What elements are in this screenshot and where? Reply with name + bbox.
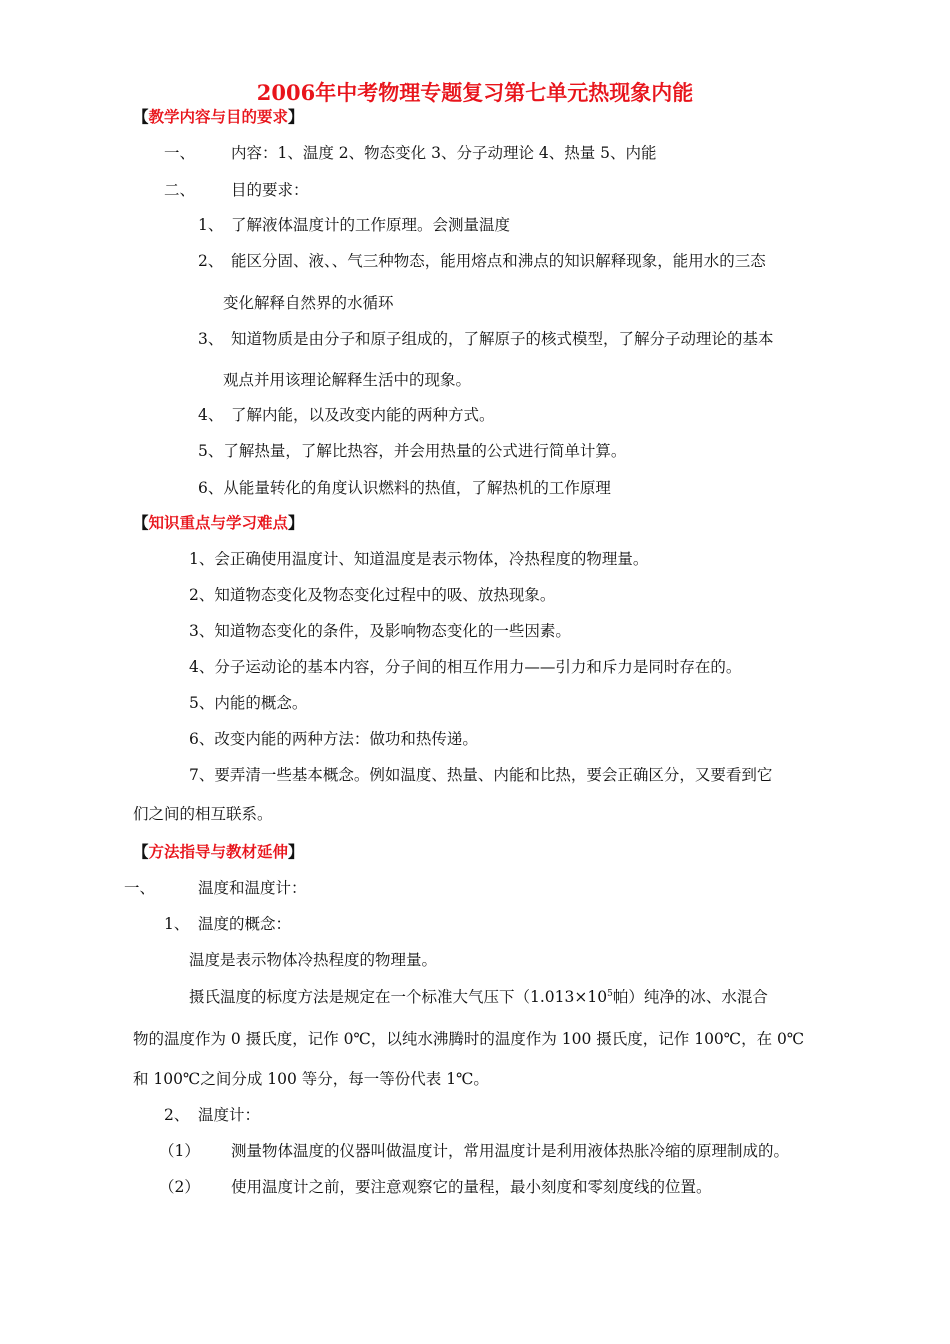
- section-heading-text: 知识重点与学习难点: [148, 513, 289, 532]
- text-run: 帕）纯净的冰、水混合: [612, 988, 768, 1006]
- list-item-continuation: 观点并用该理论解释生活中的现象。: [223, 371, 472, 389]
- list-number: 一、: [164, 144, 196, 162]
- list-number: （1）: [159, 1142, 200, 1160]
- list-item: 3、知道物态变化的条件，及影响物态变化的一些因素。: [189, 622, 571, 640]
- list-number: 2、: [198, 252, 224, 270]
- list-number: 二、: [164, 181, 196, 199]
- list-item-continuation: 们之间的相互联系。: [133, 805, 273, 823]
- list-item: 2、知道物态变化及物态变化过程中的吸、放热现象。: [189, 586, 556, 604]
- list-item-continuation: 变化解释自然界的水循环: [223, 294, 394, 312]
- list-item: 了解液体温度计的工作原理。会测量温度: [231, 216, 511, 234]
- list-item: 5、了解热量，了解比热容，并会用热量的公式进行简单计算。: [198, 442, 627, 460]
- list-item: 能区分固、液、、气三种物态，能用熔点和沸点的知识解释现象，能用水的三态: [231, 252, 766, 270]
- section-heading-methods: [133, 842, 304, 862]
- bracket-close: 】: [288, 513, 304, 532]
- bracket-open: 【: [133, 107, 149, 126]
- section-heading-text: 方法指导与教材延伸: [148, 842, 289, 861]
- list-number: 1、: [164, 915, 190, 933]
- list-item: 5、内能的概念。: [189, 694, 308, 712]
- bracket-close: 】: [288, 842, 304, 861]
- subsection-title: 温度的概念：: [198, 915, 292, 933]
- bracket-open: 【: [133, 842, 149, 861]
- paragraph-line: 和 100℃之间分成 100 等分，每一等份代表 1℃。: [133, 1070, 489, 1088]
- list-item: 6、从能量转化的角度认识燃料的热值，了解热机的工作原理: [198, 479, 611, 497]
- document-title: 2006年中考物理专题复习第七单元热现象内能: [256, 80, 694, 105]
- bracket-close: 】: [288, 107, 304, 126]
- list-item: 1、会正确使用温度计、知道温度是表示物体，冷热程度的物理量。: [189, 550, 649, 568]
- list-number: （2）: [159, 1178, 200, 1196]
- list-number: 一、: [124, 879, 156, 897]
- list-item: 7、要弄清一些基本概念。例如温度、热量、内能和比热，要会正确区分，又要看到它: [189, 766, 773, 784]
- list-number: 2、: [164, 1106, 190, 1124]
- list-number: 4、: [198, 406, 224, 424]
- list-item: 测量物体温度的仪器叫做温度计，常用温度计是利用液体热胀冷缩的原理制成的。: [231, 1142, 790, 1160]
- bracket-open: 【: [133, 513, 149, 532]
- list-item: 使用温度计之前，要注意观察它的量程，最小刻度和零刻度线的位置。: [231, 1178, 712, 1196]
- list-item-content: 内容：1、温度 2、物态变化 3、分子动理论 4、热量 5、内能: [231, 144, 657, 162]
- list-item: 6、改变内能的两种方法：做功和热传递。: [189, 730, 478, 748]
- list-number: 3、: [198, 330, 224, 348]
- text-run: 摄氏温度的标度方法是规定在一个标准大气压下（1.013×10: [189, 988, 608, 1006]
- subsection-title: 温度计：: [198, 1106, 261, 1124]
- superscript: 5: [607, 988, 613, 999]
- list-item: 知道物质是由分子和原子组成的，了解原子的核式模型，了解分子动理论的基本: [231, 330, 774, 348]
- list-number: 1、: [198, 216, 224, 234]
- paragraph-line: 物的温度作为 0 摄氏度，记作 0℃，以纯水沸腾时的温度作为 100 摄氏度，记作 100℃，在 0℃: [133, 1030, 805, 1048]
- section-heading-text: 教学内容与目的要求: [148, 107, 289, 126]
- section-heading-teaching-content: [133, 107, 304, 127]
- subsection-title: 温度和温度计：: [198, 879, 307, 897]
- paragraph-line: [189, 987, 768, 1007]
- list-item-goals: 目的要求：: [231, 181, 309, 199]
- paragraph: 温度是表示物体冷热程度的物理量。: [189, 951, 438, 969]
- list-item: 4、分子运动论的基本内容，分子间的相互作用力——引力和斥力是同时存在的。: [189, 658, 742, 676]
- section-heading-key-points: [133, 513, 304, 533]
- list-item: 了解内能，以及改变内能的两种方式。: [231, 406, 495, 424]
